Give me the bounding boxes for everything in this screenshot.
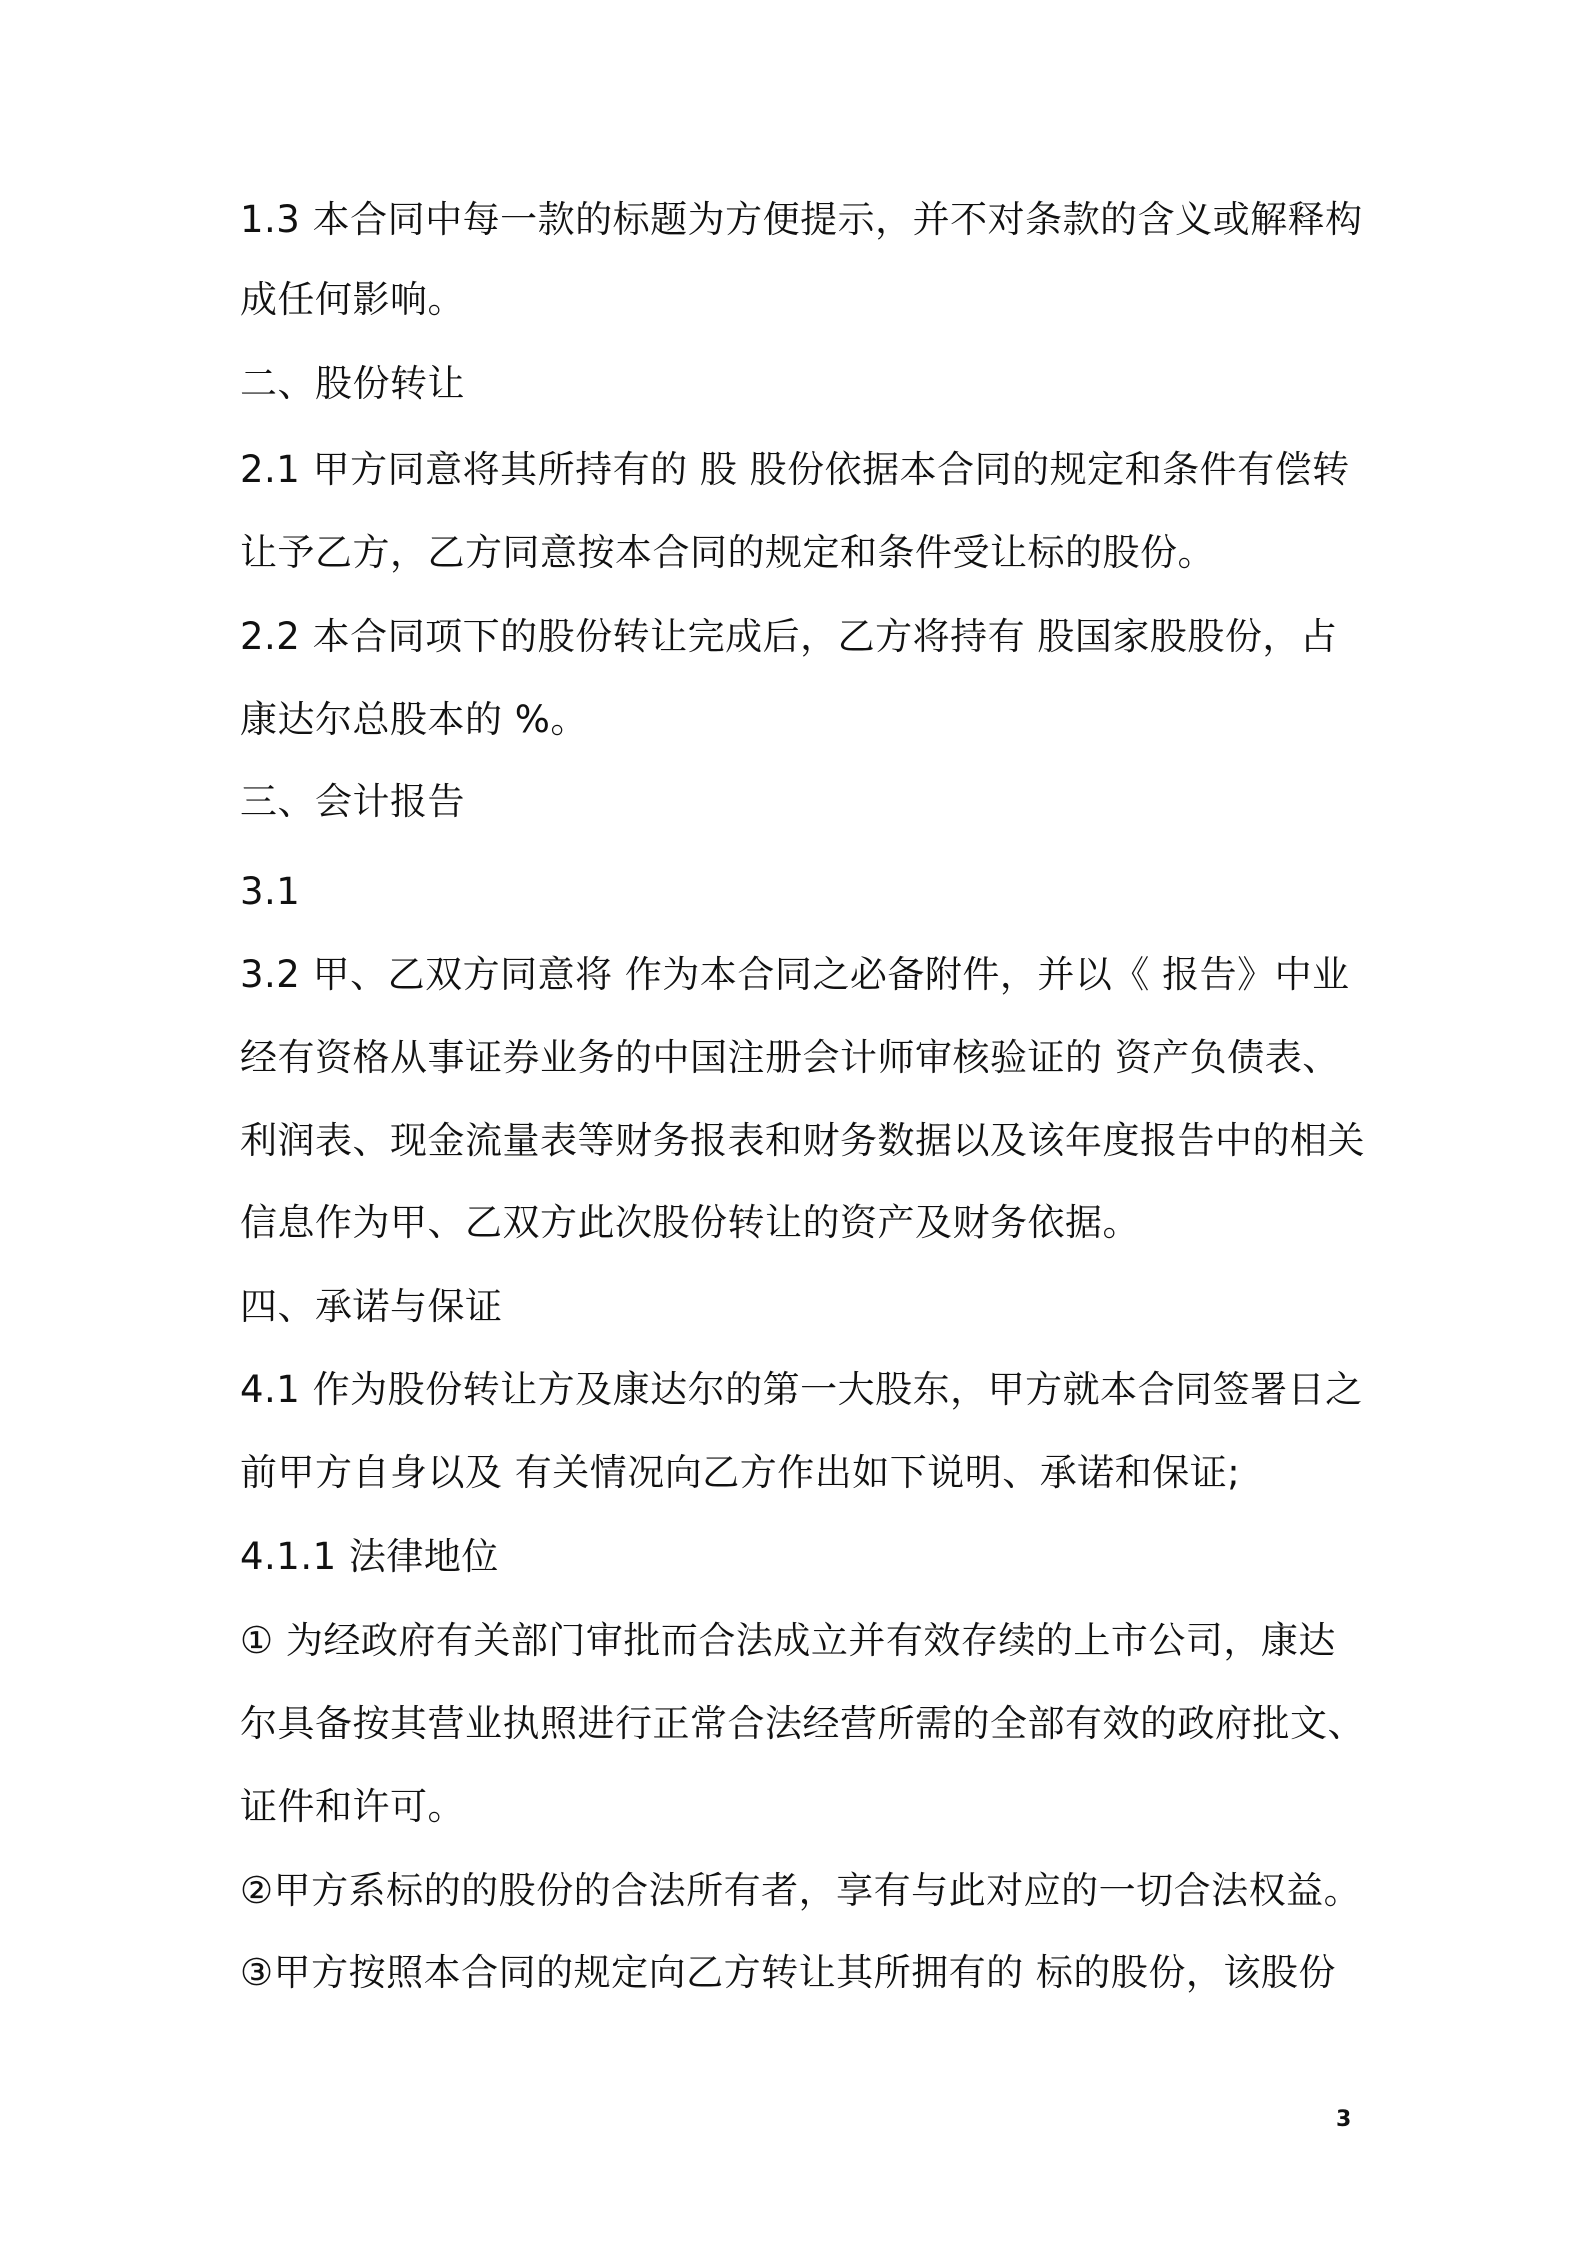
item-2-line-1: ②甲方系标的的股份的合法所有者，享有与此对应的一切合法权益。 bbox=[240, 1869, 1362, 1912]
clause-2-1-line-1: 2.1 甲方同意将其所持有的 股 股份依据本合同的规定和条件有偿转 bbox=[240, 448, 1350, 491]
clause-2-1-line-2: 让予乙方，乙方同意按本合同的规定和条件受让标的股份。 bbox=[240, 531, 1215, 574]
clause-3-2-line-1: 3.2 甲、乙双方同意将 作为本合同之必备附件，并以《 报告》中业 bbox=[240, 953, 1350, 996]
clause-1-3-line-2: 成任何影响。 bbox=[240, 278, 465, 321]
clause-3-2-line-2: 经有资格从事证券业务的中国注册会计师审核验证的 资产负债表、 bbox=[240, 1036, 1340, 1079]
clause-3-2-line-4: 信息作为甲、乙双方此次股份转让的资产及财务依据。 bbox=[240, 1201, 1140, 1244]
clause-3-2-line-3: 利润表、现金流量表等财务报表和财务数据以及该年度报告中的相关 bbox=[240, 1119, 1365, 1162]
item-1-line-1: ① 为经政府有关部门审批而合法成立并有效存续的上市公司，康达 bbox=[240, 1619, 1336, 1662]
clause-4-1-1-heading: 4.1.1 法律地位 bbox=[240, 1535, 499, 1578]
clause-3-1: 3.1 bbox=[240, 870, 301, 913]
section-4-heading: 四、承诺与保证 bbox=[240, 1285, 503, 1328]
clause-4-1-line-2: 前甲方自身以及 有关情况向乙方作出如下说明、承诺和保证; bbox=[240, 1451, 1241, 1494]
clause-1-3-line-1: 1.3 本合同中每一款的标题为方便提示，并不对条款的含义或解释构 bbox=[240, 198, 1363, 241]
item-3-line-1: ③甲方按照本合同的规定向乙方转让其所拥有的 标的股份，该股份 bbox=[240, 1951, 1336, 1994]
section-2-heading: 二、股份转让 bbox=[240, 362, 465, 405]
section-3-heading: 三、会计报告 bbox=[240, 780, 465, 823]
clause-2-2-line-2: 康达尔总股本的 %。 bbox=[240, 698, 588, 741]
clause-4-1-line-1: 4.1 作为股份转让方及康达尔的第一大股东，甲方就本合同签署日之 bbox=[240, 1368, 1363, 1411]
page-number: 3 bbox=[1336, 2107, 1352, 2132]
item-1-line-3: 证件和许可。 bbox=[240, 1785, 465, 1828]
item-1-line-2: 尔具备按其营业执照进行正常合法经营所需的全部有效的政府批文、 bbox=[240, 1702, 1365, 1745]
clause-2-2-line-1: 2.2 本合同项下的股份转让完成后，乙方将持有 股国家股股份，占 bbox=[240, 615, 1338, 658]
